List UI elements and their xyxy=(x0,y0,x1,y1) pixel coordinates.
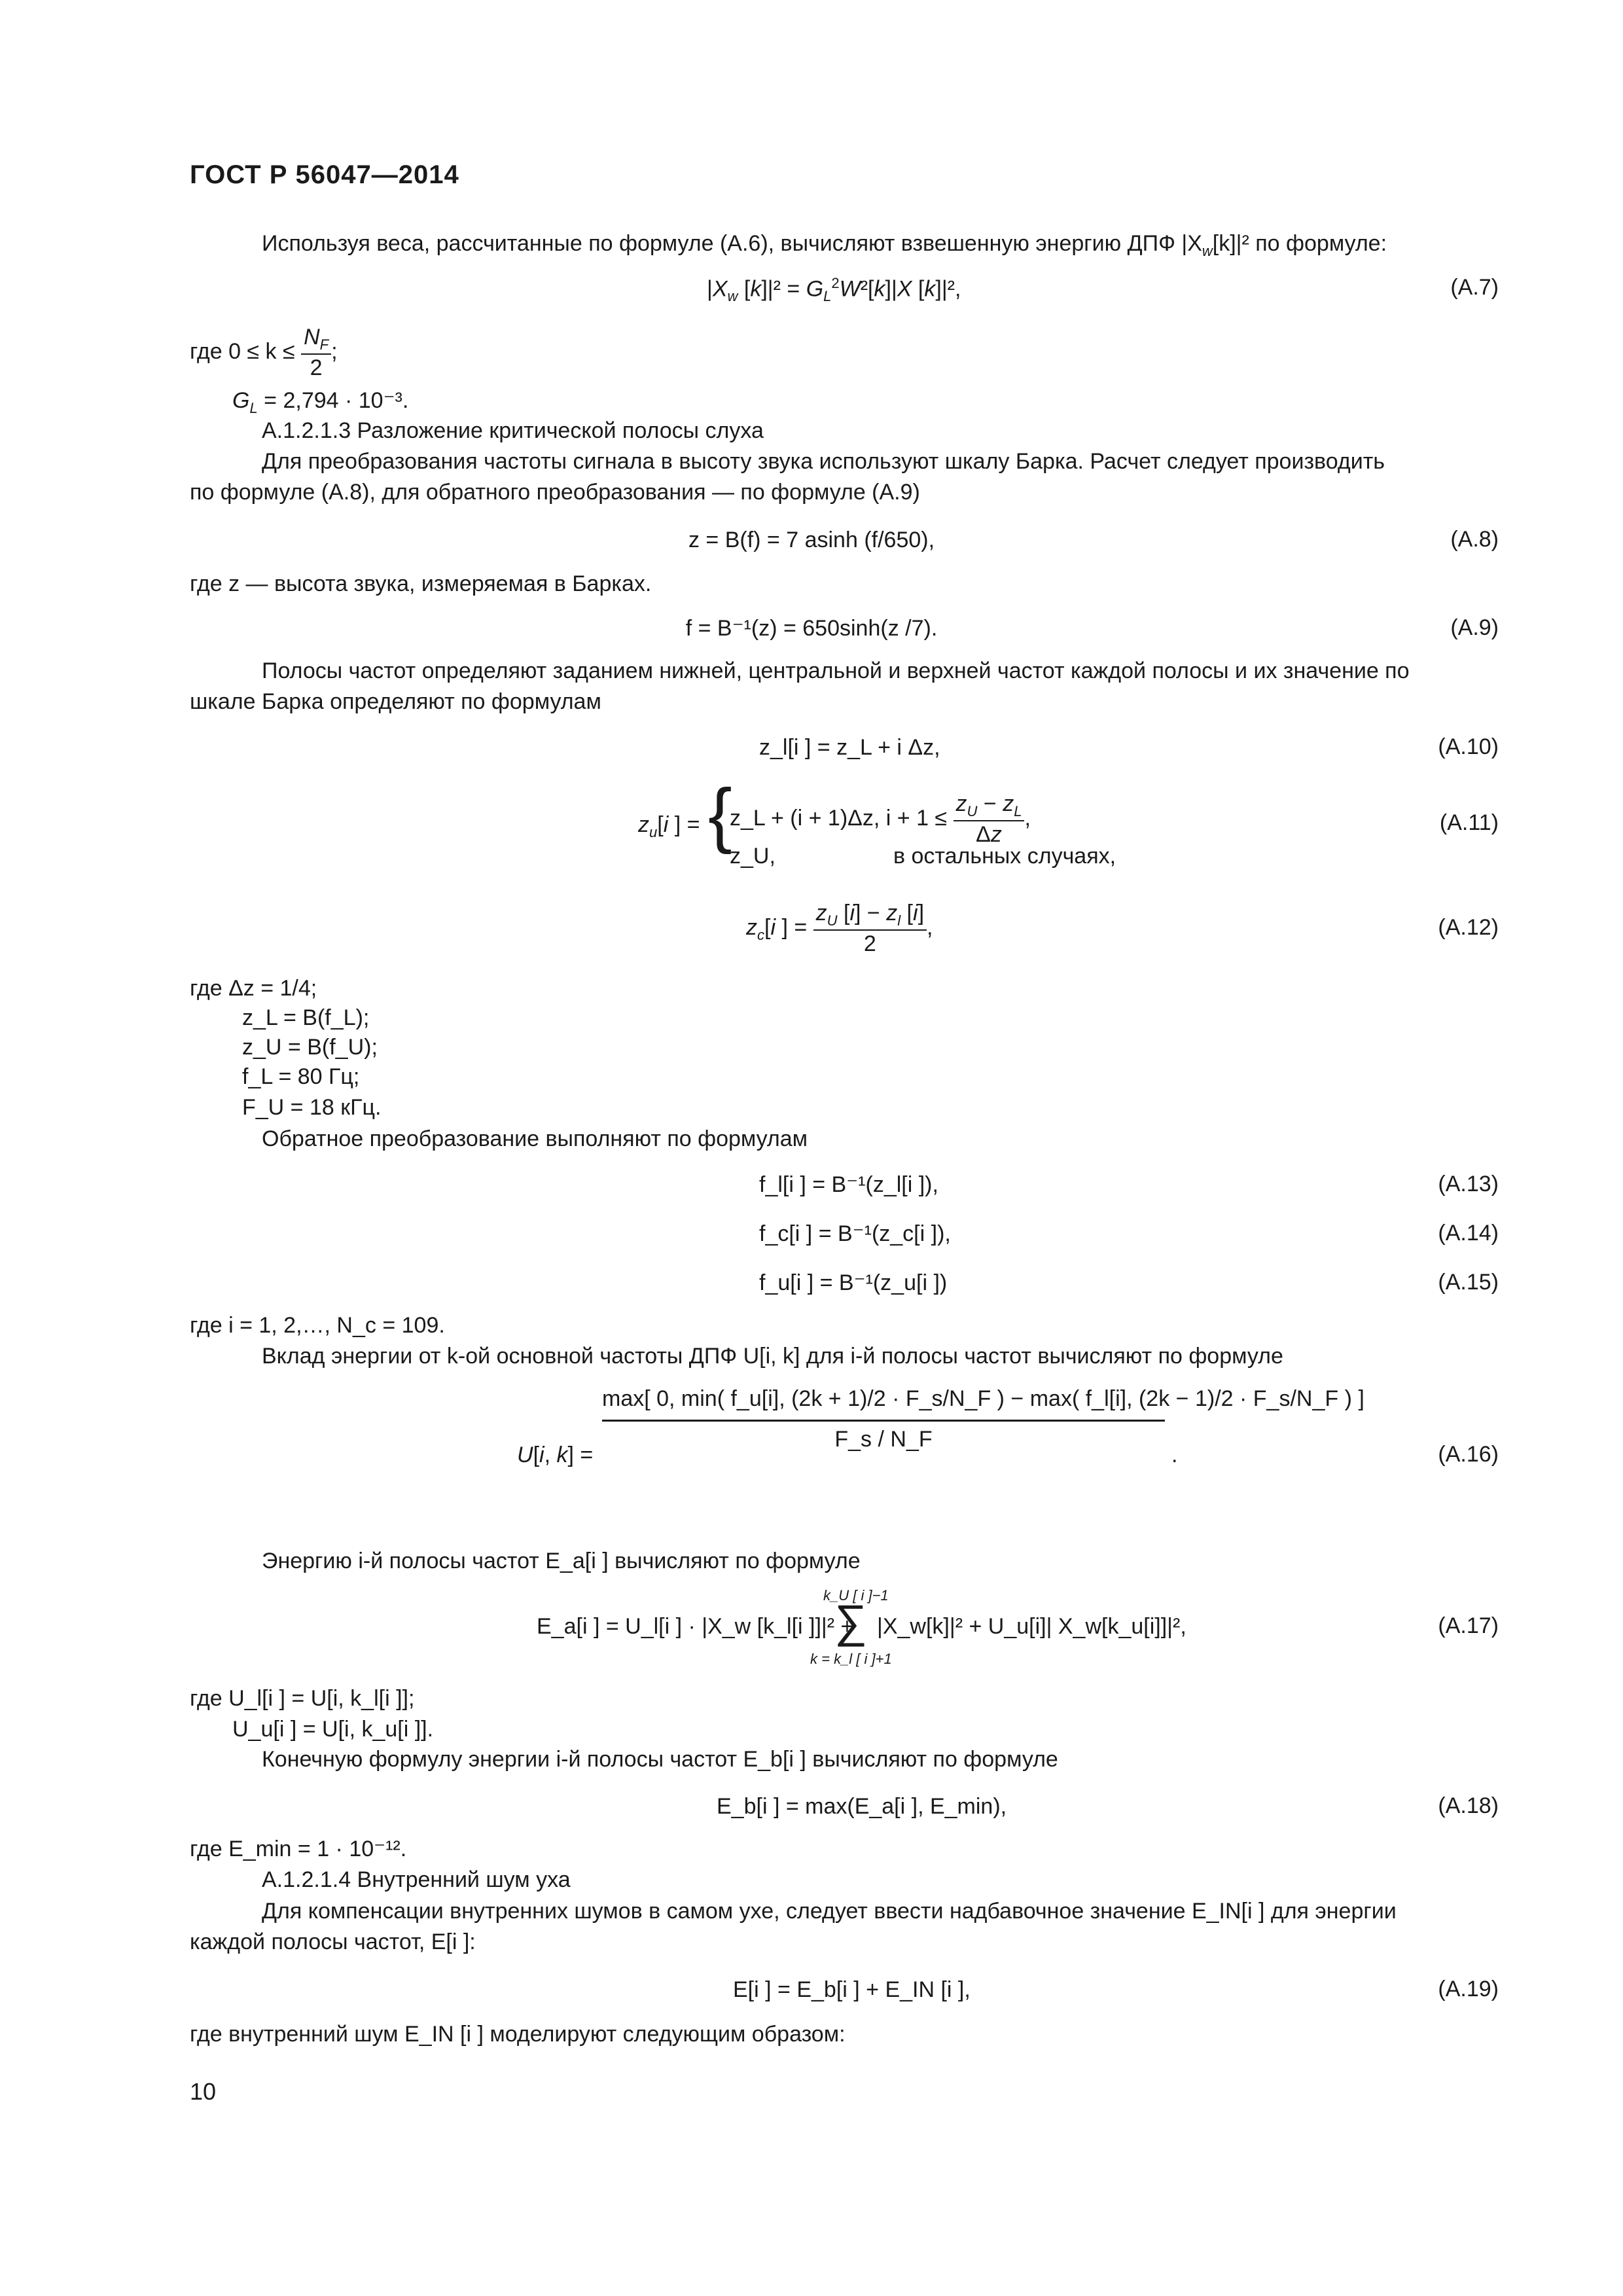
equation-a18: E_b[i ] = max(E_a[i ], E_min), xyxy=(717,1794,1007,1819)
equation-a15: f_u[i ] = B⁻¹(z_u[i ]) xyxy=(759,1270,948,1295)
paragraph-weighted-energy: Используя веса, рассчитанные по формуле (А.6), вычисляют взвешенную энергию ДПФ $|X_w[k]|^2$ по формуле: xyxy=(262,231,1387,259)
paragraph-contribution: Вклад энергии от k-ой основной частоты ДПФ U[i, k] для i-й полосы частот вычисляют по формуле xyxy=(262,1344,1283,1369)
equation-a17-left: E_a[i ] = U_l[i ] · |X_w [k_l[i ]]|² + xyxy=(537,1614,854,1639)
a16-period: . xyxy=(1171,1443,1178,1467)
equation-a7: $|X_w$ $[k]|^2 = G_L^2W^2[k]|X$ [k]|², xyxy=(707,275,961,305)
paragraph-bark-2: по формуле (А.8), для обратного преобразования — по формуле (А.9) xyxy=(190,480,920,505)
eqnum-a8: (А.8) xyxy=(1450,527,1499,552)
paragraph-eb: Конечную формулу энергии i-й полосы частот E_b[i ] вычисляют по формуле xyxy=(262,1747,1058,1772)
where-z: где z — высота звука, измеряемая в Барках. xyxy=(190,571,652,596)
paragraph-bark-1: Для преобразования частоты сигнала в высоту звука используют шкалу Барка. Расчет следует производить xyxy=(262,449,1385,474)
paragraph-noise-1: Для компенсации внутренних шумов в самом ухе, следует ввести надбавочное значение E_IN[i ] для энергии xyxy=(262,1899,1397,1924)
eqnum-a9: (А.9) xyxy=(1450,615,1499,640)
a17-sum-lower: k = k_l [ i ]+1 xyxy=(810,1651,892,1667)
paragraph-bands-2: шкале Барка определяют по формулам xyxy=(190,689,601,714)
a11-row1: z_L + (i + 1)Δz, i + 1 ≤ $\frac{z_U - z_L}{\Delta z}$ , xyxy=(730,791,1031,848)
eqnum-a17: (А.17) xyxy=(1438,1613,1499,1638)
a17-sum-upper: k_U [ i ]−1 xyxy=(823,1587,889,1604)
eqnum-a15: (А.15) xyxy=(1438,1270,1499,1295)
equation-a17-right: |X_w[k]|² + U_u[i]| X_w[k_u[i]]|², xyxy=(877,1614,1186,1639)
a17-sum-symbol: ∑ xyxy=(834,1596,867,1647)
where-i: где i = 1, 2,…, N_c = 109. xyxy=(190,1313,445,1338)
a11-otherwise: в остальных случаях, xyxy=(893,844,1116,869)
zl-definition: z_L = B(f_L); xyxy=(242,1005,370,1030)
eqnum-a11: (А.11) xyxy=(1439,810,1499,835)
paragraph-internal-noise: где внутренний шум E_IN [i ] моделируют следующим образом: xyxy=(190,2022,846,2047)
eqnum-a12: (А.12) xyxy=(1438,915,1499,940)
paragraph-noise-2: каждой полосы частот, E[i ]: xyxy=(190,1929,476,1954)
document-header: ГОСТ Р 56047—2014 xyxy=(190,160,459,189)
fu-definition: F_U = 18 кГц. xyxy=(242,1095,382,1120)
where-dz: где Δz = 1/4; xyxy=(190,976,317,1001)
equation-a10: z_l[i ] = z_L + i Δz, xyxy=(759,735,940,760)
paragraph-ea: Энергию i-й полосы частот E_a[i ] вычисляют по формуле xyxy=(262,1549,861,1573)
eqnum-a18: (А.18) xyxy=(1438,1793,1499,1818)
equation-a11-lhs: $z_u[i$ ] = xyxy=(638,812,700,840)
where-ul: где U_l[i ] = U[i, k_l[i ]]; xyxy=(190,1686,415,1711)
eqnum-a7: (А.7) xyxy=(1450,275,1499,300)
a11-row2: z_U, xyxy=(730,844,776,869)
where-k-range: где 0 ≤ k ≤ $\frac{N_F}{2}$ ; xyxy=(190,325,338,381)
equation-a14: f_c[i ] = B⁻¹(z_c[i ]), xyxy=(759,1221,951,1246)
page-number: 10 xyxy=(190,2078,217,2105)
uu-definition: U_u[i ] = U[i, k_u[i ]]. xyxy=(232,1717,434,1742)
a11-brace: { xyxy=(708,774,732,855)
equation-a13: f_l[i ] = B⁻¹(z_l[i ]), xyxy=(759,1172,938,1197)
eqnum-a13: (А.13) xyxy=(1438,1172,1499,1196)
eqnum-a14: (А.14) xyxy=(1438,1221,1499,1246)
paragraph-bands-1: Полосы частот определяют заданием нижней, центральной и верхней частот каждой полосы и их значение по xyxy=(262,658,1410,683)
section-a1213: А.1.2.1.3 Разложение критической полосы слуха xyxy=(262,418,764,443)
section-a1214: А.1.2.1.4 Внутренний шум уха xyxy=(262,1867,571,1892)
zu-definition: z_U = B(f_U); xyxy=(242,1035,378,1060)
where-emin: где E_min = 1 · 10⁻¹². xyxy=(190,1837,407,1861)
equation-a9: f = B⁻¹(z) = 650sinh(z /7). xyxy=(685,616,938,641)
gl-value: $G_L = 2,794 \cdot 10^{-3}$. xyxy=(232,388,409,416)
fl-definition: f_L = 80 Гц; xyxy=(242,1064,360,1089)
equation-a19: E[i ] = E_b[i ] + E_IN [i ], xyxy=(733,1977,971,2002)
equation-a16-lhs: U[i, k] = xyxy=(517,1443,594,1467)
eqnum-a10: (А.10) xyxy=(1438,734,1499,759)
eqnum-a16: (А.16) xyxy=(1438,1442,1499,1467)
equation-a12: $z_c[i$ ] = $\frac{z_U [i] - z_l [i]}{2}$ , xyxy=(746,901,933,957)
equation-a16-fraction: max[ 0, min( f_u[i], (2k + 1)/2 · F_s/N_F ) − max( f_l[i], (2k − 1)/2 · F_s/N_F ) ] F_s / N_F xyxy=(602,1386,1364,1452)
paragraph-inverse: Обратное преобразование выполняют по формулам xyxy=(262,1126,808,1151)
equation-a8: z = B(f) = 7 asinh (f/650), xyxy=(688,528,935,552)
eqnum-a19: (А.19) xyxy=(1438,1977,1499,2001)
